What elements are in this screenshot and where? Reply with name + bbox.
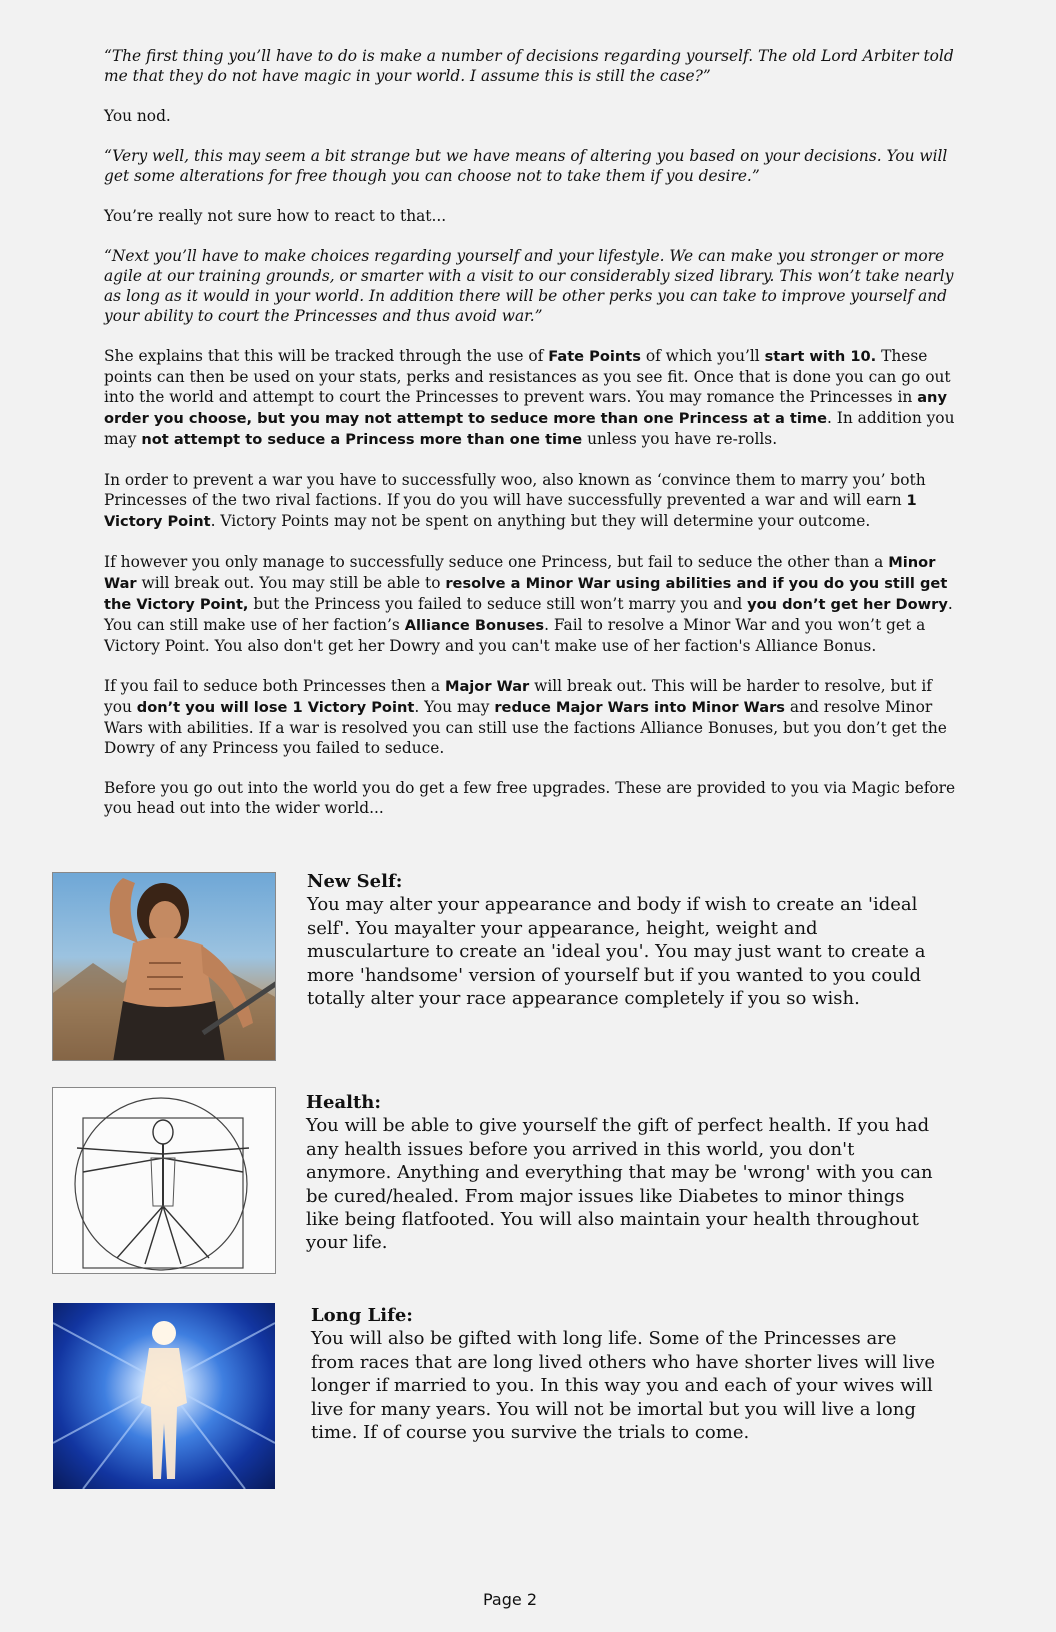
perk-new-self xyxy=(307,870,937,1010)
paragraph: “The first thing you’ll have to do is make a number of decisions regarding yourself. The old Lord Arbiter told me that they do not have magic in your world. I assume this is still the case?” xyxy=(104,47,954,85)
glowing-figure-image xyxy=(53,1303,275,1489)
paragraph: “Next you’ll have to make choices regarding yourself and your lifestyle. We can make you stronger or more agile at our training grounds, or smarter with a visit to our considerably sized library. This won’t take nearly as long as it would in your world. In addition there will be other perks you can take to improve yourself and your ability to court the Princesses and thus avoid war.” xyxy=(104,247,954,325)
paragraph: “Very well, this may seem a bit strange but we have means of altering you based on your decisions. You will get some alterations for free though you can choose not to take them if you desire.” xyxy=(104,147,948,185)
paragraph: You nod. xyxy=(104,107,171,125)
paragraph: She explains that this will be tracked through the use of Fate Points of which you’ll start with 10. These points can then be used on your stats, perks and resistances as you see fit. Once that is done you can go out into the world and attempt to court the Princesses to prevent wars. You may romance the Princesses in any order you choose, but you may not attempt to seduce more than one Princess at a time. In addition you may not attempt to seduce a Princess more than one time unless you have re-rolls. xyxy=(104,347,955,448)
perk-title: Long Life: xyxy=(311,1305,413,1326)
perk-description: You may alter your appearance and body if wish to create an 'ideal self'. You mayalter your appearance, height, weight and muscularture to create an 'ideal you'. You may just want to create a more 'handsome' version of yourself but if you wanted to you could totally alter your race appearance completely if you so wish. xyxy=(307,894,926,1010)
paragraph: You’re really not sure how to react to that... xyxy=(104,207,447,225)
paragraph: If you fail to seduce both Princesses then a Major War will break out. This will be harder to resolve, but if you don’t you will lose 1 Victory Point. You may reduce Major Wars into Minor Wars and resolve Minor Wars with abilities. If a war is resolved you can still use the factions Alliance Bonuses, but you don’t get the Dowry of any Princess you failed to seduce. xyxy=(104,677,947,757)
page-number: Page 2 xyxy=(483,1590,537,1609)
paragraph: Before you go out into the world you do get a few free upgrades. These are provided to you via Magic before you head out into the wider world... xyxy=(104,779,956,817)
perk-health xyxy=(306,1091,936,1255)
paragraph: If however you only manage to successfully seduce one Princess, but fail to seduce the other than a Minor War will break out. You may still be able to resolve a Minor War using abilities and if you do you still get the Victory Point, but the Princess you failed to seduce still won’t marry you and you don’t get her Dowry. You can still make use of her faction’s Alliance Bonuses. Fail to resolve a Minor War and you won’t get a Victory Point. You also don't get her Dowry and you can't make use of her faction's Alliance Bonus. xyxy=(104,553,953,655)
intro-text xyxy=(104,46,964,838)
perk-description: You will be able to give yourself the gift of perfect health. If you had any health issues before you arrived in this world, you don't anymore. Anything and everything that may be 'wrong' with you can be cured/healed. From major issues like Diabetes to minor things like being flatfooted. You will also maintain your health throughout your life. xyxy=(306,1115,933,1254)
perk-title: Health: xyxy=(306,1092,382,1113)
perk-title: New Self: xyxy=(307,871,403,892)
muscular-warrior-image xyxy=(52,872,276,1061)
paragraph: In order to prevent a war you have to successfully woo, also known as ‘convince them to marry you’ both Princesses of the two rival factions. If you do you will have successfully prevented a war and will earn 1 Victory Point. Victory Points may not be spent on anything but they will determine your outcome. xyxy=(104,471,926,530)
vitruvian-man-image xyxy=(52,1087,276,1274)
perk-long-life xyxy=(311,1304,941,1444)
perk-description: You will also be gifted with long life. Some of the Princesses are from races that are long lived others who have shorter lives will live longer if married to you. In this way you and each of your wives will live for many years. You will not be imortal but you will live a long time. If of course you survive the trials to come. xyxy=(311,1328,935,1444)
